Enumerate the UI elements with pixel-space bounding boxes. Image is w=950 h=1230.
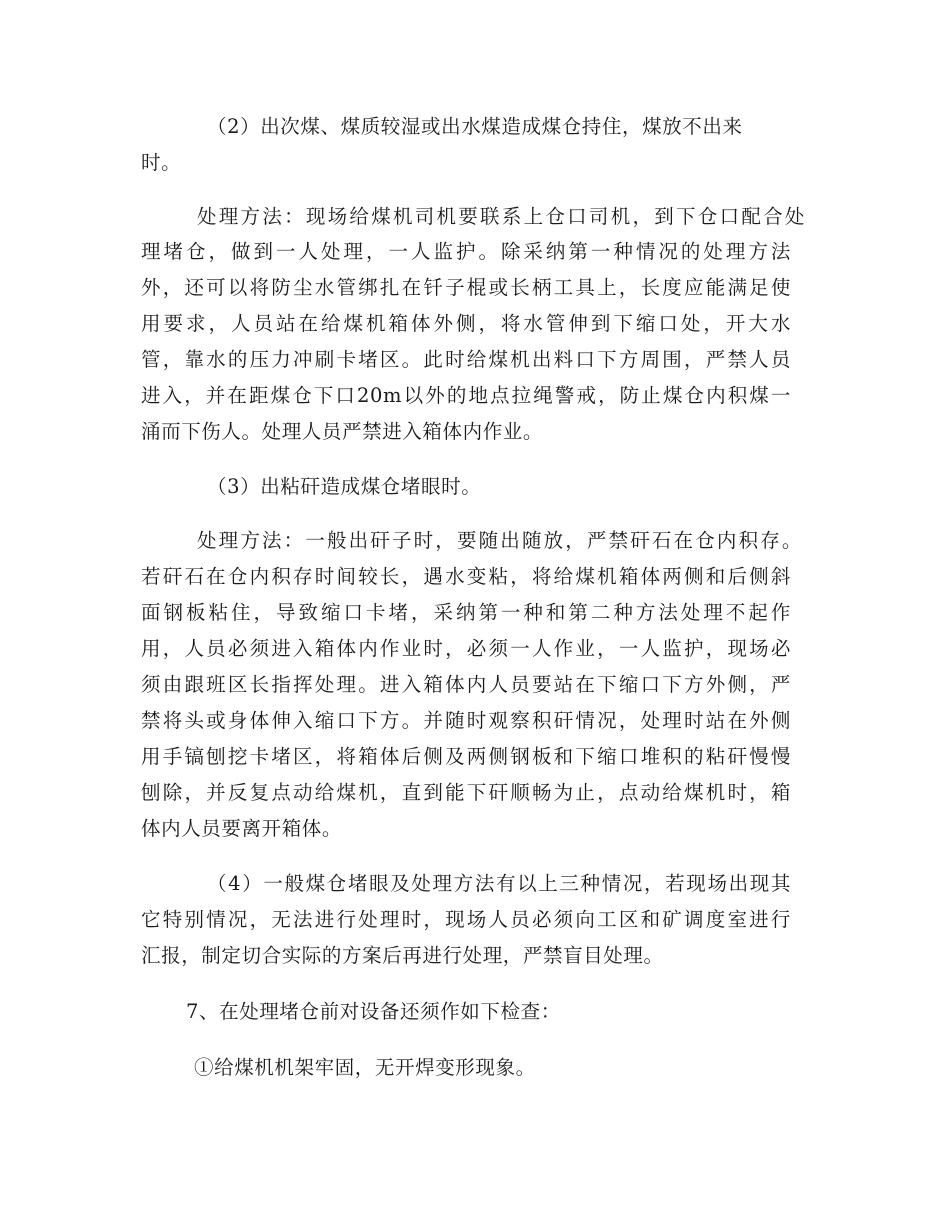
paragraph-line: 若矸石在仓内积存时间较长，遇水变粘，将给煤机箱体两侧和后侧斜 (141, 565, 791, 588)
paragraph-line: 用，人员必须进入箱体内作业时，必须一人作业，一人监护，现场必 (141, 637, 791, 660)
paragraph-line: 处理方法：现场给煤机司机要联系上仓口司机，到下仓口配合处 (197, 205, 805, 228)
list-item: ①给煤机机架牢固，无开焊变形现象。 (194, 1056, 536, 1079)
paragraph-line: 须由跟班区长指挥处理。进入箱体内人员要站在下缩口下方外侧，严 (141, 673, 791, 696)
paragraph-line: （2）出次煤、煤质较湿或出水煤造成煤仓持住，煤放不出来 (207, 115, 743, 138)
paragraph-line: （3）出粘矸造成煤仓堵眼时。 (207, 475, 482, 498)
paragraph-line: 时。 (141, 151, 182, 174)
paragraph-line: 外，还可以将防尘水管绑扎在钎子棍或长柄工具上，长度应能满足使 (141, 276, 791, 299)
paragraph-line: 体内人员要离开箱体。 (141, 817, 343, 840)
paragraph-line: 理堵仓，做到一人处理，一人监护。除采纳第一种情况的处理方法 (141, 240, 791, 263)
paragraph-line: 进入，并在距煤仓下口20m以外的地点拉绳警戒，防止煤仓内积煤一 (141, 384, 791, 407)
paragraph-line: 管，靠水的压力冲刷卡堵区。此时给煤机出料口下方周围，严禁人员 (141, 348, 791, 371)
paragraph-line: 汇报，制定切合实际的方案后再进行处理，严禁盲目处理。 (141, 944, 664, 967)
paragraph-line: 处理方法：一般出矸子时，要随出随放，严禁矸石在仓内积存。 (197, 529, 802, 552)
paragraph-line: 禁将头或身体伸入缩口下方。并随时观察积矸情况，处理时站在外侧 (141, 709, 791, 732)
paragraph-line: 涌而下伤人。处理人员严禁进入箱体内作业。 (141, 420, 544, 443)
paragraph-line: 刨除，并反复点动给煤机，直到能下矸顺畅为止，点动给煤机时，箱 (141, 781, 791, 804)
paragraph-line: 它特别情况，无法进行处理时，现场人员必须向工区和矿调度室进行 (141, 908, 791, 931)
paragraph-line: 用手镐刨挖卡堵区，将箱体后侧及两侧钢板和下缩口堆积的粘矸慢慢 (141, 745, 791, 768)
section-heading: 7、在处理堵仓前对设备还须作如下检查： (186, 1000, 561, 1023)
paragraph-line: 用要求，人员站在给煤机箱体外侧，将水管伸到下缩口处，开大水 (141, 312, 791, 335)
paragraph-line: （4）一般煤仓堵眼及处理方法有以上三种情况，若现场出现其 (207, 872, 791, 895)
paragraph-line: 面钢板粘住，导致缩口卡堵，采纳第一种和第二种方法处理不起作 (141, 601, 791, 624)
